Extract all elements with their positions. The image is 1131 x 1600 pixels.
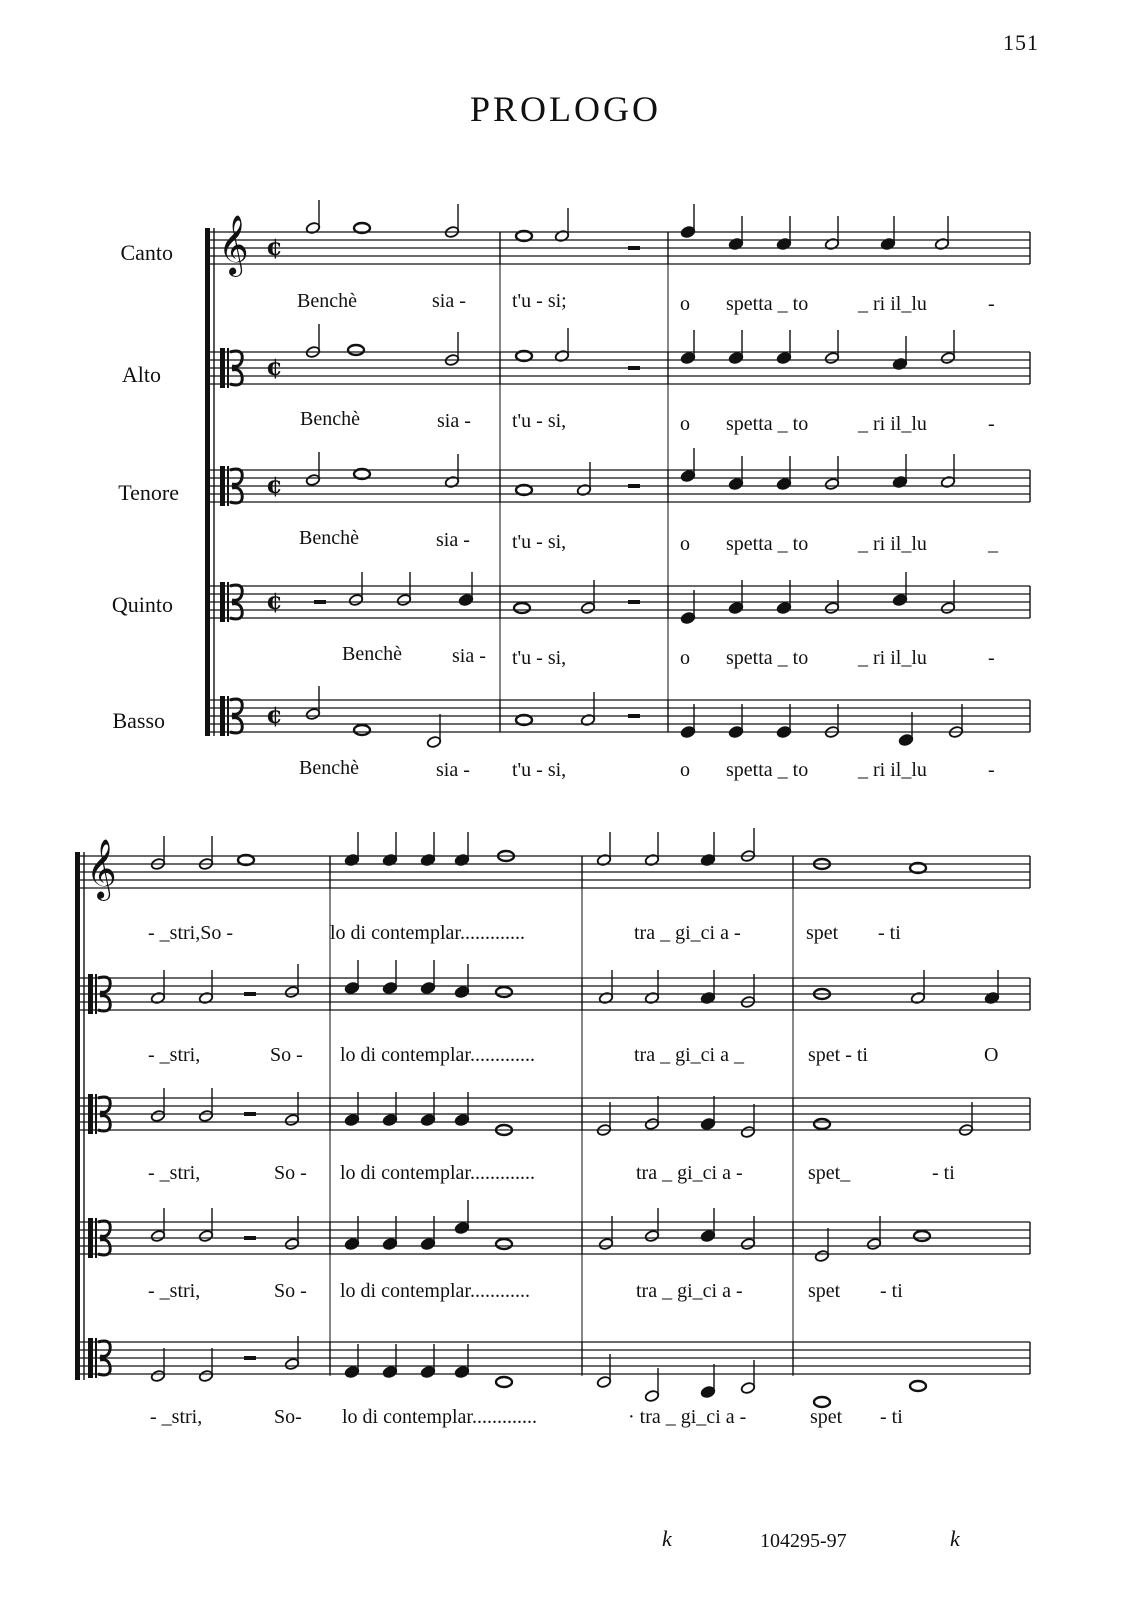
lyric: O	[984, 1044, 999, 1066]
lyric: - _stri,	[148, 1162, 201, 1184]
lyric: spet	[808, 1280, 841, 1302]
lyric: t'u - si,	[512, 531, 567, 553]
half-rest	[628, 484, 640, 488]
c-clef	[220, 466, 225, 506]
lyric: lo di contemplar.............	[340, 1162, 535, 1184]
whole-note	[514, 603, 530, 613]
whole-note	[496, 987, 512, 997]
page-number: 151	[1003, 30, 1039, 55]
c-clef	[95, 1338, 97, 1378]
lyric: - ti	[932, 1162, 955, 1184]
lyric: o	[680, 293, 690, 315]
lyric: - ti	[880, 1406, 903, 1428]
lyric: - _stri,	[150, 1406, 203, 1428]
lyric: t'u - si,	[512, 410, 567, 432]
half-rest	[244, 1112, 256, 1116]
whole-note	[814, 1119, 830, 1129]
c-clef	[95, 1218, 97, 1258]
treble-clef: 𝄞	[218, 215, 249, 275]
c-clef	[227, 582, 229, 622]
lyric: So -	[274, 1280, 307, 1302]
c-clef	[88, 974, 93, 1014]
lyric: spet	[810, 1406, 843, 1428]
lyric: -	[988, 293, 995, 315]
half-rest	[244, 1236, 256, 1240]
half-rest	[628, 366, 640, 370]
footer-catalog-code: 104295-97	[760, 1530, 847, 1552]
c-clef	[88, 1338, 93, 1378]
half-rest	[628, 600, 640, 604]
lyric: spetta _ to	[726, 759, 809, 781]
lyric: sia -	[436, 529, 470, 551]
half-rest	[628, 246, 640, 250]
lyric: -	[988, 759, 995, 781]
c-clef	[88, 1218, 93, 1258]
lyric: -	[988, 413, 995, 435]
c-clef	[95, 1094, 97, 1134]
lyric: spetta _ to	[726, 413, 809, 435]
cut-time-signature: ¢	[266, 586, 283, 615]
lyric: o	[680, 533, 690, 555]
lyric: _ ri il_lu	[858, 293, 927, 315]
lyric: tra _ gi_ci a -	[636, 1162, 743, 1184]
c-clef	[220, 348, 225, 388]
lyric: So -	[270, 1044, 303, 1066]
lyric: Benchè	[342, 643, 402, 665]
lyric: o	[680, 647, 690, 669]
lyric: tra _ gi_ci a _	[634, 1044, 744, 1066]
lyric: sia -	[436, 759, 475, 781]
lyric: lo di contemplar.............	[330, 922, 525, 944]
whole-note	[348, 345, 364, 355]
cut-time-signature: ¢	[266, 470, 283, 499]
lyric: spet_	[808, 1162, 851, 1184]
voice-label-alto: Alto	[121, 362, 161, 387]
lyric: spetta _ to	[726, 533, 809, 555]
lyric: o	[680, 413, 690, 435]
lyric: Benchè	[300, 408, 360, 430]
lyric: - _stri,So -	[148, 922, 233, 944]
lyric: - _stri,	[148, 1044, 201, 1066]
lyric: lo di contemplar.............	[342, 1406, 537, 1428]
lyric: - _stri,	[148, 1280, 201, 1302]
c-clef	[220, 582, 225, 622]
lyric: tra _ gi_ci a -	[634, 922, 741, 944]
lyric: lo di contemplar............	[340, 1280, 530, 1302]
lyric: - ti	[878, 922, 901, 944]
half-rest	[314, 600, 326, 604]
lyric: o	[680, 759, 690, 781]
half-rest	[628, 714, 640, 718]
lyric: So-	[274, 1406, 302, 1428]
lyric: t'u - si;	[512, 290, 567, 312]
half-rest	[244, 1356, 256, 1360]
whole-note	[354, 725, 370, 735]
lyric: spet	[806, 922, 839, 944]
footer-mark-right: k	[950, 1526, 960, 1551]
lyric: _ ri il_lu	[858, 533, 927, 555]
lyric: Benchè	[297, 290, 357, 312]
lyric: sia -	[432, 290, 466, 312]
c-clef	[227, 696, 229, 736]
whole-note	[914, 1231, 930, 1241]
whole-note	[496, 1377, 512, 1387]
lyric: · tra _ gi_ci a -	[628, 1406, 747, 1428]
c-clef	[220, 696, 225, 736]
cut-time-signature: ¢	[266, 352, 283, 381]
lyric: Benchè	[299, 757, 359, 779]
lyric: - ti	[880, 1280, 903, 1302]
treble-clef: 𝄞	[86, 839, 117, 899]
c-clef	[227, 348, 229, 388]
lyric: _ ri il_lu	[858, 647, 927, 669]
lyric: spetta _ to	[726, 293, 809, 315]
lyric: tra _ gi_ci a -	[636, 1280, 743, 1302]
lyric: spet - ti	[808, 1044, 868, 1066]
half-rest	[244, 992, 256, 996]
system-bracket	[75, 852, 80, 1380]
cut-time-signature: ¢	[266, 700, 283, 729]
cut-time-signature: ¢	[266, 232, 283, 261]
lyric: sia -	[437, 410, 471, 432]
voice-label-tenore: Tenore	[118, 480, 179, 505]
lyric: -	[988, 647, 995, 669]
c-clef	[95, 974, 97, 1014]
whole-note	[496, 1239, 512, 1249]
page-title: PROLOGO	[469, 89, 661, 129]
footer-mark-left: k	[662, 1526, 672, 1551]
lyric: So -	[274, 1162, 307, 1184]
whole-note	[910, 1381, 926, 1391]
lyric: t'u - si,	[512, 647, 567, 669]
voice-label-quinto: Quinto	[111, 592, 173, 617]
lyric: _	[988, 533, 998, 555]
lyric: Benchè	[299, 527, 359, 549]
voice-label-canto: Canto	[120, 240, 173, 265]
voice-label-basso: Basso	[112, 708, 165, 733]
lyric: sia -	[452, 645, 486, 667]
lyric: spetta _ to	[726, 647, 809, 669]
c-clef	[88, 1094, 93, 1134]
lyric: lo di contemplar.............	[340, 1044, 535, 1066]
lyric: _ ri il_lu	[858, 413, 927, 435]
lyric: _ ri il_lu	[858, 759, 927, 781]
c-clef	[227, 466, 229, 506]
system-bracket	[205, 228, 210, 736]
lyric: t'u - si,	[512, 759, 567, 781]
